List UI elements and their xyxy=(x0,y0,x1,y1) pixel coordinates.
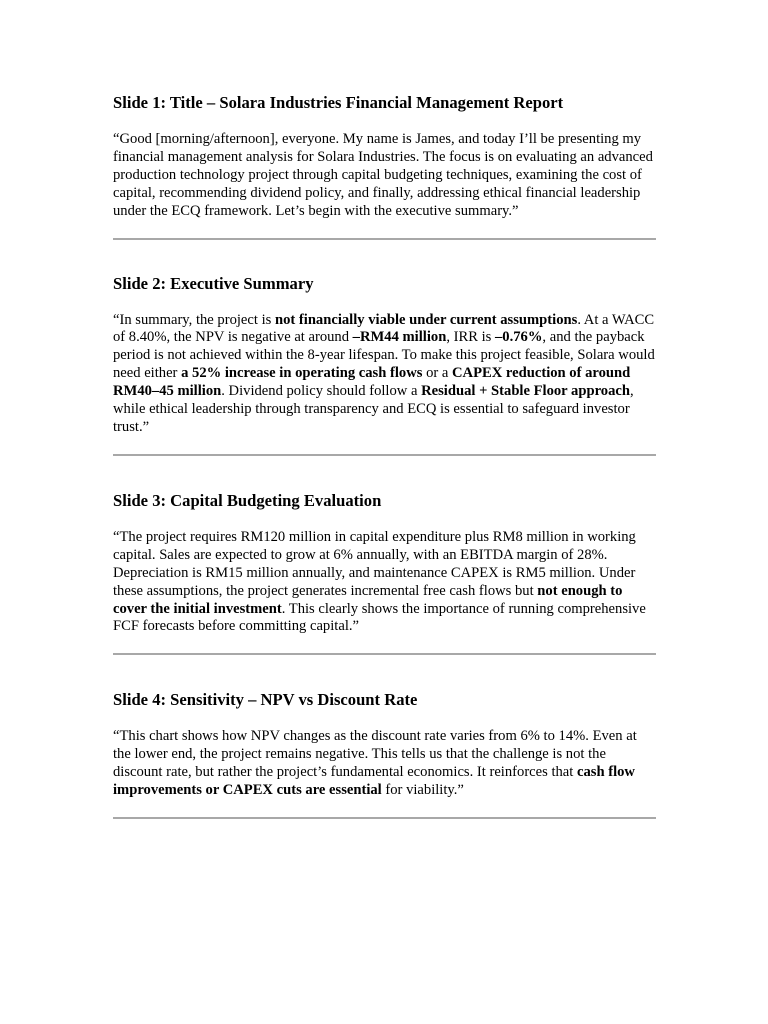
slide-3-title: Slide 3: Capital Budgeting Evaluation xyxy=(113,490,382,510)
slide-3-bold-run: not enough to cover the initial investment xyxy=(113,582,623,617)
slide-2-text-run: . Dividend policy should follow a xyxy=(221,383,422,400)
section-divider xyxy=(113,653,656,655)
slide-2-text-run: or a xyxy=(422,365,453,382)
slide-2-text xyxy=(113,312,656,437)
slide-2-title: Slide 2: Executive Summary xyxy=(113,273,314,293)
section-divider xyxy=(113,817,656,819)
slide-2-text-run: , while ethical leadership through transparency and ECQ is essential to safeguard investor trust.” xyxy=(113,383,634,435)
section-divider xyxy=(113,454,656,456)
slide-4-text xyxy=(113,728,656,800)
slide-1-title: Slide 1: Title – Solara Industries Financial Management Report xyxy=(113,93,564,112)
slide-2-text-run: , IRR is xyxy=(446,329,495,346)
slide-2-text-run: “In summary, the project is xyxy=(113,311,275,328)
slide-2-text-run: , and the payback period is not achieved within the 8-year lifespan. To make this project feasible, Solara would need either xyxy=(113,329,655,382)
slide-1-section xyxy=(113,93,656,240)
section-divider xyxy=(113,238,656,240)
slide-2-bold-run: CAPEX reduction of around RM40–45 million xyxy=(113,365,631,400)
slide-1-text xyxy=(113,131,656,221)
slide-2-bold-run: –RM44 million xyxy=(352,329,447,346)
slide-4-text-run: for viability.” xyxy=(381,782,464,799)
slide-2-bold-run: not financially viable under current assumptions xyxy=(274,311,578,328)
document-page xyxy=(113,93,656,819)
slide-2-section xyxy=(113,274,656,456)
slide-4-bold-run: cash flow improvements or CAPEX cuts are essential xyxy=(113,764,635,799)
slide-3-section xyxy=(113,491,656,655)
slide-4-title: Slide 4: Sensitivity – NPV vs Discount Rate xyxy=(113,690,418,710)
slide-3-text-run: “The project requires RM120 million in capital expenditure plus RM8 million in working capital. Sales are expected to grow at 6% annually, with an EBITDA margin of 28%. Depreciation is RM15 million annually, and maintenance CAPEX is RM5 million. Under these assumptions, the project generates incremental free cash flows but xyxy=(113,528,636,599)
slide-2-bold-run: Residual + Stable Floor approach xyxy=(421,383,630,400)
slide-4-section xyxy=(113,690,656,819)
slide-2-bold-run: –0.76% xyxy=(494,329,543,346)
slide-4-text-run: “This chart shows how NPV changes as the discount rate varies from 6% to 14%. Even at the lower end, the project remains negative. This tells us that the challenge is not the discount rate, but rather the project’s fundamental economics. It reinforces that xyxy=(113,728,637,781)
slide-3-text-run: . This clearly shows the importance of running comprehensive FCF forecasts before committing capital.” xyxy=(113,600,646,635)
slide-1-text-run: “Good [morning/afternoon], everyone. My name is James, and today I’ll be presenting my financial management analysis for Solara Industries. The focus is on evaluating an advanced production technology project through capital budgeting techniques, examining the cost of capital, recommending dividend policy, and finally, addressing ethical financial leadership under the ECQ framework. Let’s begin with the executive summary.” xyxy=(113,131,653,219)
slide-2-bold-run: a 52% increase in operating cash flows xyxy=(181,365,423,382)
slide-3-text xyxy=(113,529,656,636)
slide-2-text-run: . At a WACC of 8.40%, the NPV is negative at around xyxy=(113,311,655,346)
